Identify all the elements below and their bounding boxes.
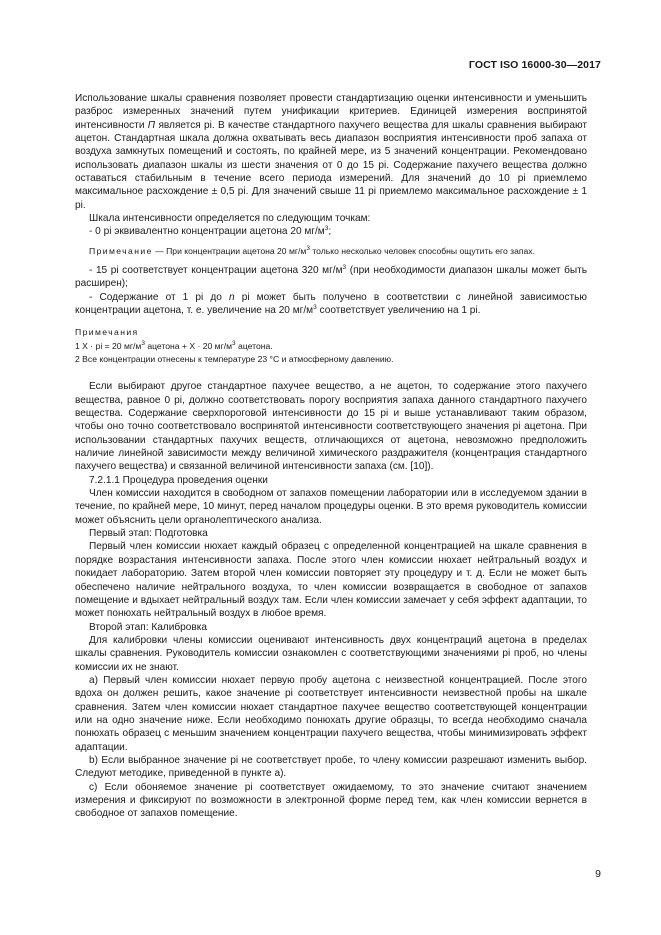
note-2-conditions: 2 Все концентрации отнесены к температуре 23 °С и атмосферному давлению. bbox=[75, 354, 394, 365]
scale-point-linear: - Содержание от 1 pi до n pi может быть получено в соответствии с линейной зависимостью концентрации ацетона, т. е. увеличение на 20 $мг/м^3$ соответствует увеличению на 1 pi. bbox=[75, 291, 587, 317]
stage-1-heading: Первый этап: Подготовка bbox=[89, 528, 208, 540]
list-item-b: b) Если выбранное значение pi не соответствует пробе, то члену комиссии разрешают изменить выбор. Следуют методике, приведенной в пункте а). bbox=[75, 754, 587, 780]
note-1-formula: 1 X · pi = 20 $мг/м^3$ ацетона + X · 20 $мг/м^3$ ацетона. bbox=[75, 339, 273, 351]
notes-label: Примечания bbox=[75, 327, 139, 338]
page-content bbox=[75, 92, 587, 821]
scale-point-0: - 0 pi эквивалентно концентрации ацетона 20 $мг/м^3$; bbox=[89, 225, 332, 238]
scale-intro: Шкала интенсивности определяется по следующим точкам: bbox=[89, 213, 371, 225]
stage-2-heading: Второй этап: Калибровка bbox=[89, 621, 207, 633]
paragraph-stage-1: Первый член комиссии нюхает каждый образец с определенной концентрацией на шкале сравнения в порядке возрастания интенсивности запаха. После этого член комиссии нюхает нейтральный воздух и покидает лабораторию. Затем второй член комиссии повторяет эту процедуру и т. д. Если не может быть обеспечено наличие нейтрального воздуха, то член комиссии возвращается в свободное от запахов помещение и вдыхает нейтральный воздух там. Если член комиссии замечает у себя эффект адаптации, то может понюхать нейтральный воздух в любое время. bbox=[75, 541, 587, 620]
paragraph-scale-usage: Использование шкалы сравнения позволяет провести стандартизацию оценки интенсивности и уменьшить разброс измеренных значений путем унификации критериев. Единицей измерения воспринятой интенсивности П является pi. В качестве стандартного пахучего вещества для шкалы сравнения выбирают ацетон. Стандартная шкала должна охватывать весь диапазон восприятия интенсивности проб запаха от воздуха замкнутых помещений и состоять, по крайней мере, из 5 значений концентрации. Рекомендовано использовать диапазон шкалы из шести значения от 0 до 15 pi. Содержание пахучего вещества должно оставаться стабильным в течение всего периода измерений. Для значений до 10 pi приемлемо максимальное расхождение ± 0,5 pi. Для значений свыше 11 pi приемлемо максимальное расхождение ± 1 pi. bbox=[75, 93, 588, 211]
section-heading-procedure: 7.2.1.1 Процедура проведения оценки bbox=[89, 474, 268, 486]
standard-id: ГОСТ ISO 16000-30—2017 bbox=[468, 59, 601, 71]
paragraph-other-substance: Если выбирают другое стандартное пахучее вещество, а не ацетон, то содержание этого пахучего вещества, равное 0 pi, должно соответствовать порогу восприятия запаха данного стандартного пахучего вещества. Содержание сверхпороговой интенсивности до 15 pi и выше устанавливают таким образом, чтобы оно точно соответствовало воспринятой интенсивности соответствующего значения pi ацетона. При использовании стандартных пахучих веществ, отличающихся от ацетона, невозможно предположить наличие линейной зависимости между величиной химического раздражителя (концентрация стандартного пахучего вещества) и связанной величиной интенсивности запаха (см. [10]). bbox=[75, 381, 587, 473]
note-acetone-20: Примечание — При концентрации ацетона 20 $мг/м^3$ только несколько человек способны ощутить его запах. bbox=[89, 244, 535, 256]
list-item-c: c) Если обоняемое значение pi соответствует ожидаемому, то это значение считают значением измерения и фиксируют по возможности в электронной форме перед тем, как член комиссии вернется в свободное от запахов помещение. bbox=[75, 781, 587, 820]
page-number: 9 bbox=[595, 868, 601, 880]
list-item-a: a) Первый член комиссии нюхает первую пробу ацетона с неизвестной концентрацией. После этого вдоха он должен решить, какое значение pi соответствует интенсивности неизвестной пробы на шкале сравнения. Затем член комиссии нюхает стандартное пахучее вещество соответствующей концентрации или на одно значение ниже. Если необходимо понюхать другие образцы, то всегда необходимо сначала понюхать образец с меньшим значением концентрации пахучего вещества, чтобы минимизировать эффект адаптации. bbox=[75, 674, 587, 753]
paragraph-stage-2: Для калибровки члены комиссии оценивают интенсивность двух концентраций ацетона в пределах шкалы сравнения. Руководитель комиссии ознакомлен с соответствующими значениями pi проб, но члены комиссии их не знают. bbox=[75, 634, 587, 673]
scale-point-15: - 15 pi соответствует концентрации ацетона 320 $мг/м^3$ (при необходимости диапазон шкалы может быть расширен); bbox=[75, 264, 587, 290]
paragraph-commission: Член комиссии находится в свободном от запахов помещении лаборатории или в исследуемом здании в течение, по крайней мере, 10 минут, перед началом процедуры оценки. В это время руководитель комиссии может объяснить цели органолептического анализа. bbox=[75, 488, 587, 526]
